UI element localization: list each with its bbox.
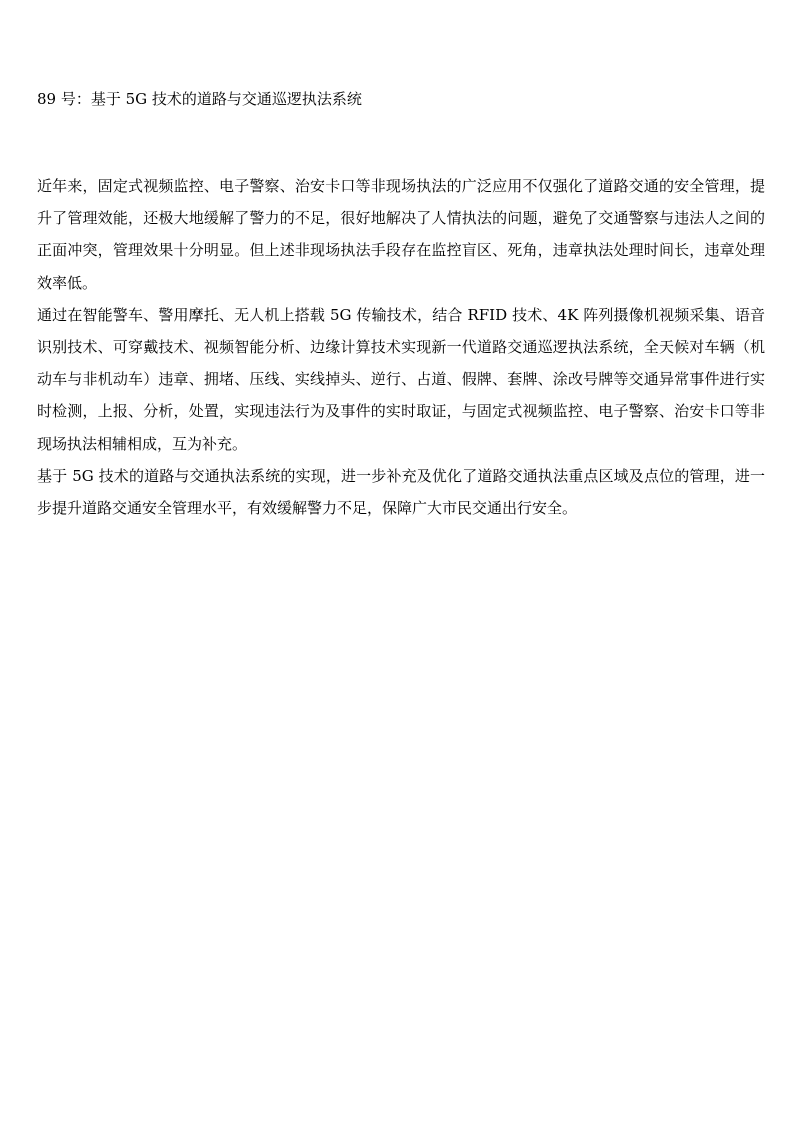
document-title: 89 号：基于 5G 技术的道路与交通巡逻执法系统 [37, 90, 362, 108]
paragraph-conclusion: 基于 5G 技术的道路与交通执法系统的实现，进一步补充及优化了道路交通执法重点区域及点位的管理，进一步提升道路交通安全管理水平，有效缓解警力不足，保障广大市民交通出行安全。 [37, 466, 765, 518]
document-body [37, 170, 765, 524]
paragraph-intro: 近年来，固定式视频监控、电子警察、治安卡口等非现场执法的广泛应用不仅强化了道路交通的安全管理，提升了管理效能，还极大地缓解了警力的不足，很好地解决了人情执法的问题，避免了交通警察与违法人之间的正面冲突，管理效果十分明显。但上述非现场执法手段存在监控盲区、死角，违章执法处理时间长，违章处理效率低。 [37, 177, 765, 292]
paragraph-technology: 通过在智能警车、警用摩托、无人机上搭载 5G 传输技术，结合 RFID 技术、4K 阵列摄像机视频采集、语音识别技术、可穿戴技术、视频智能分析、边缘计算技术实现新一代道路交通巡逻执法系统，全天候对车辆（机动车与非机动车）违章、拥堵、压线、实线掉头、逆行、占道、假牌、套牌、涂改号牌等交通异常事件进行实时检测，上报、分析，处置，实现违法行为及事件的实时取证，与固定式视频监控、电子警察、治安卡口等非现场执法相辅相成，互为补充。 [37, 305, 765, 453]
